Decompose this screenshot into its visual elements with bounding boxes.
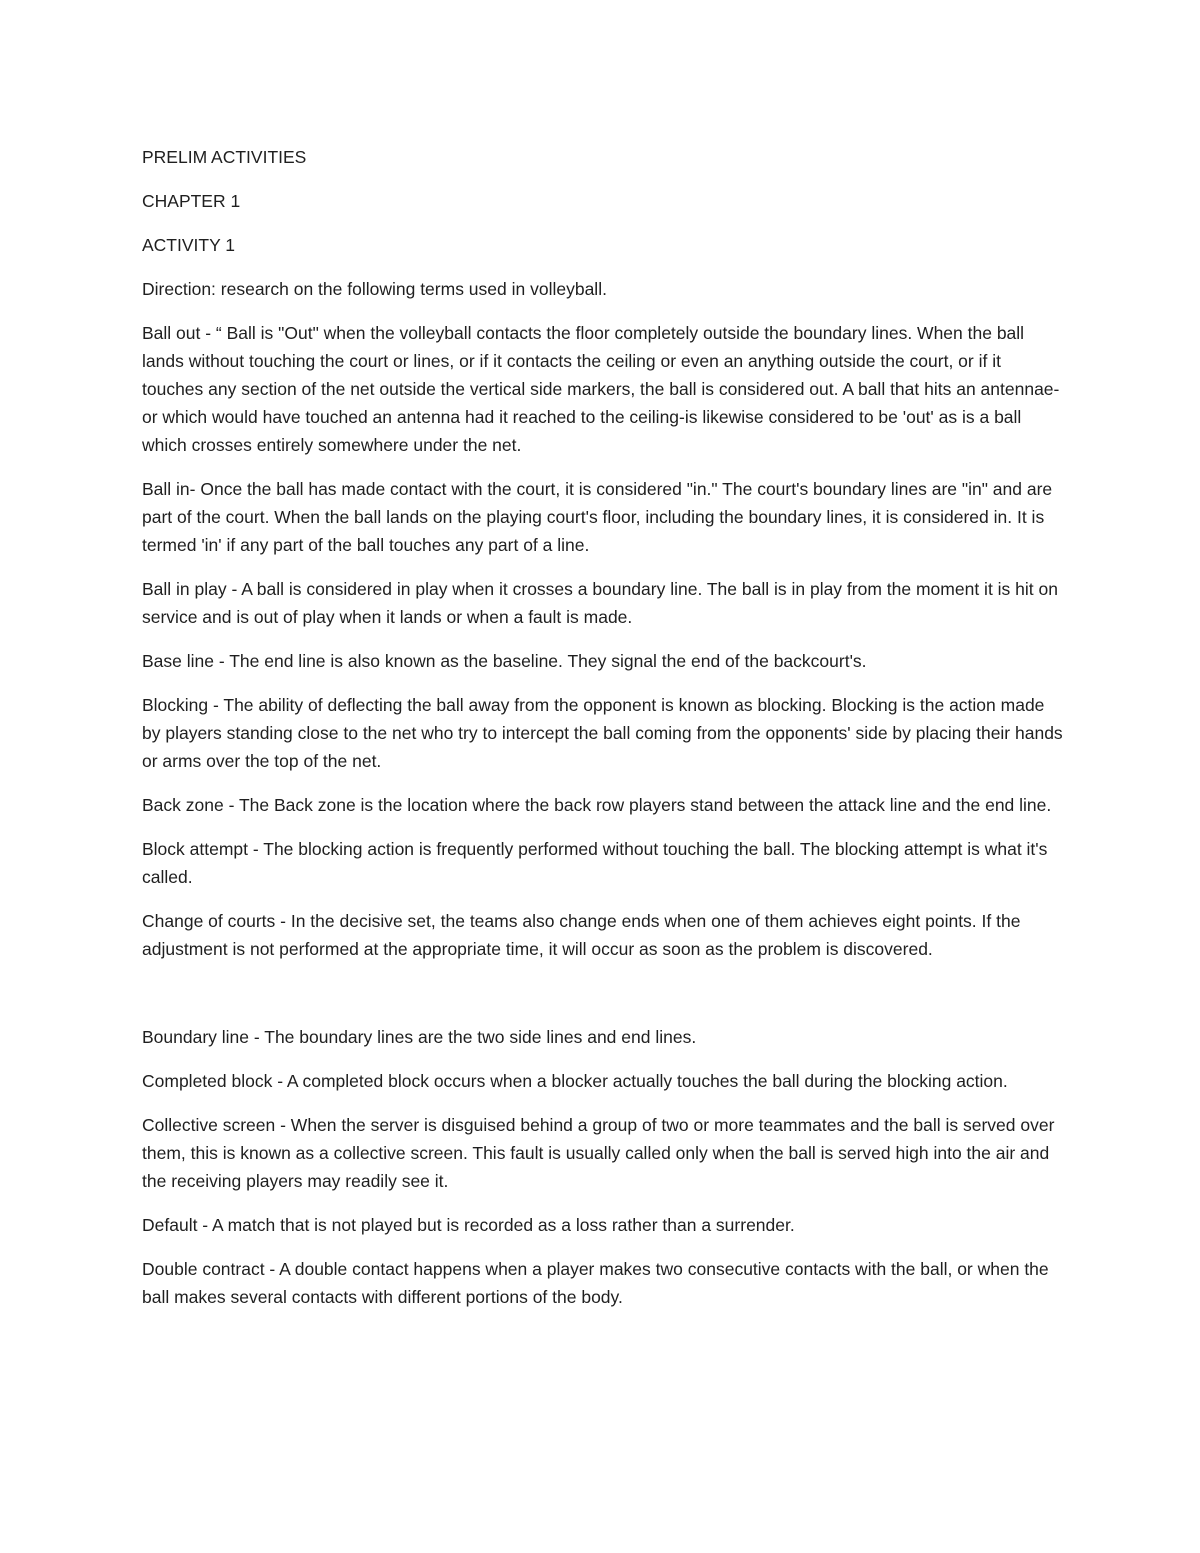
term-ball-in: Ball in- Once the ball has made contact with the court, it is considered "in." The court's boundary lines are "in" and are part of the court. When the ball lands on the playing court's floor, including the boundary lines, it is considered in. It is termed 'in' if any part of the ball touches any part of a line. xyxy=(142,479,1053,555)
term-completed-block: Completed block - A completed block occurs when a blocker actually touches the ball during the blocking action. xyxy=(142,1071,1008,1091)
activity-label: ACTIVITY 1 xyxy=(142,235,236,255)
term-default: Default - A match that is not played but is recorded as a loss rather than a surrender. xyxy=(142,1215,795,1235)
term-back-zone: Back zone - The Back zone is the location where the back row players stand between the attack line and the end line. xyxy=(142,795,1052,815)
term-base-line: Base line - The end line is also known as the baseline. They signal the end of the backcourt's. xyxy=(142,651,867,671)
term-block-attempt: Block attempt - The blocking action is frequently performed without touching the ball. The blocking attempt is what it's called. xyxy=(142,839,1048,887)
term-double-contract: Double contract - A double contact happens when a player makes two consecutive contacts with the ball, or when the ball makes several contacts with different portions of the body. xyxy=(142,1259,1049,1307)
blank-line xyxy=(142,979,1067,1023)
term-collective-screen: Collective screen - When the server is disguised behind a group of two or more teammates and the ball is served over them, this is known as a collective screen. This fault is usually called only when the ball is served high into the air and the receiving players may readily see it. xyxy=(142,1115,1055,1191)
term-ball-in-play: Ball in play - A ball is considered in play when it crosses a boundary line. The ball is in play from the moment it is hit on service and is out of play when it lands or when a fault is made. xyxy=(142,579,1058,627)
document-body xyxy=(142,143,1067,1327)
direction-text: Direction: research on the following terms used in volleyball. xyxy=(142,279,607,299)
term-blocking: Blocking - The ability of deflecting the ball away from the opponent is known as blocking. Blocking is the action made by players standing close to the net who try to intercept the ball coming from the opponents' side by placing their hands or arms over the top of the net. xyxy=(142,695,1063,771)
chapter-label: CHAPTER 1 xyxy=(142,191,241,211)
term-ball-out: Ball out - “ Ball is "Out" when the volleyball contacts the floor completely outside the boundary lines. When the ball lands without touching the court or lines, or if it contacts the ceiling or even an anything outside the court, or if it touches any section of the net outside the vertical side markers, the ball is considered out. A ball that hits an antennae-or which would have touched an antenna had it reached to the ceiling-is likewise considered to be 'out' as is a ball which crosses entirely somewhere under the net. xyxy=(142,323,1060,455)
document-heading: PRELIM ACTIVITIES xyxy=(142,147,307,167)
term-boundary-line: Boundary line - The boundary lines are the two side lines and end lines. xyxy=(142,1027,697,1047)
term-change-of-courts: Change of courts - In the decisive set, the teams also change ends when one of them achieves eight points. If the adjustment is not performed at the appropriate time, it will occur as soon as the problem is discovered. xyxy=(142,911,1021,959)
